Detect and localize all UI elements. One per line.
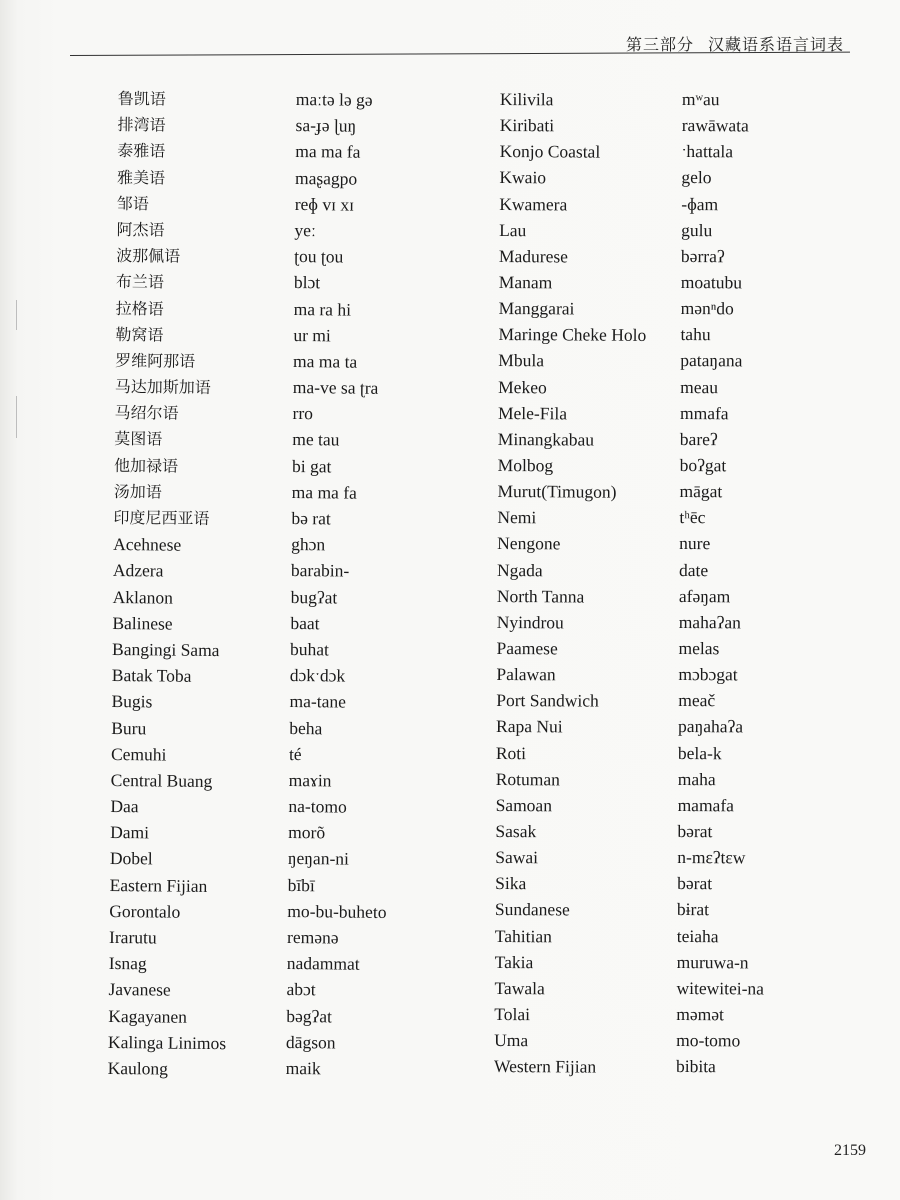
language-name: Buru bbox=[111, 717, 147, 738]
word-form: tʰēc bbox=[679, 507, 706, 528]
word-form: mmafa bbox=[679, 402, 729, 423]
word-form: meač bbox=[678, 690, 716, 711]
word-form: ghɔn bbox=[291, 534, 326, 555]
language-name: Mekeo bbox=[498, 376, 547, 397]
language-name: Manggarai bbox=[498, 298, 575, 319]
word-form: ʈou ʈou bbox=[294, 246, 344, 267]
word-form: -ɸam bbox=[681, 193, 719, 214]
word-form: bə rat bbox=[291, 507, 331, 529]
word-form: sa-ɟə ɭuŋ bbox=[295, 115, 357, 136]
word-form: bareʔ bbox=[679, 428, 718, 450]
word-form: mamafa bbox=[677, 794, 735, 816]
word-form: ma ma fa bbox=[295, 141, 361, 163]
word-form: barabin- bbox=[290, 560, 350, 581]
word-form: me tau bbox=[292, 429, 340, 450]
word-form: boʔgat bbox=[679, 454, 727, 476]
language-name: Takia bbox=[494, 951, 534, 972]
word-form: ma ma fa bbox=[291, 481, 357, 503]
word-form: ma ra hi bbox=[293, 298, 352, 320]
word-form: tahu bbox=[680, 324, 711, 345]
word-form: mənⁿdo bbox=[680, 298, 734, 319]
word-form: rro bbox=[292, 403, 314, 424]
word-form: bībī bbox=[287, 874, 315, 895]
word-form: ma ma ta bbox=[293, 350, 358, 372]
language-name: 马达加斯加语 bbox=[114, 377, 211, 398]
left-language-column bbox=[108, 86, 237, 1082]
language-name: Kwaio bbox=[499, 167, 547, 188]
language-name: 排湾语 bbox=[117, 115, 166, 135]
word-form: ˑhattala bbox=[681, 141, 734, 162]
language-name: Rapa Nui bbox=[496, 716, 563, 737]
language-name: Palawan bbox=[496, 664, 556, 685]
language-name: Javanese bbox=[108, 979, 171, 1000]
language-name: Kaulong bbox=[107, 1057, 169, 1079]
language-name: Aklanon bbox=[112, 586, 174, 608]
language-name: Western Fijian bbox=[493, 1056, 597, 1077]
language-name: Nyindrou bbox=[496, 611, 564, 633]
language-name: Eastern Fijian bbox=[109, 874, 208, 896]
word-form: muruwa-n bbox=[676, 951, 749, 973]
language-name: Bangingi Sama bbox=[112, 638, 220, 661]
word-form: ur mi bbox=[293, 324, 331, 346]
word-form: remənə bbox=[286, 926, 339, 948]
language-name: Daa bbox=[110, 796, 139, 817]
language-name: Dami bbox=[110, 822, 150, 843]
language-name: Samoan bbox=[495, 794, 553, 816]
word-form: ma-ve sa ʈra bbox=[292, 377, 379, 398]
language-name: Batak Toba bbox=[111, 665, 192, 686]
language-name: Rotuman bbox=[495, 768, 561, 790]
language-name: Nemi bbox=[497, 507, 537, 528]
language-name: Kagayanen bbox=[108, 1005, 188, 1027]
language-name: Central Buang bbox=[110, 769, 213, 791]
language-name: 印度尼西亚语 bbox=[113, 507, 210, 528]
margin-mark bbox=[16, 396, 17, 438]
page-number: 2159 bbox=[834, 1142, 866, 1159]
word-form: nure bbox=[679, 533, 711, 554]
language-name: 拉格语 bbox=[115, 298, 164, 318]
word-form: witewitei-na bbox=[676, 977, 765, 999]
language-name: 马绍尔语 bbox=[114, 403, 179, 423]
language-name: 波那佩语 bbox=[116, 246, 181, 266]
word-form: teiaha bbox=[676, 925, 719, 946]
language-name: Kilivila bbox=[499, 88, 554, 110]
right-form-column bbox=[676, 86, 770, 1080]
word-form: maik bbox=[285, 1057, 321, 1079]
language-name: Dobel bbox=[109, 848, 153, 869]
language-name: Adzera bbox=[112, 560, 164, 581]
word-form: gulu bbox=[681, 219, 713, 240]
word-form: dɔkˑdɔk bbox=[289, 665, 346, 686]
word-form: bəgʔat bbox=[286, 1005, 333, 1026]
language-name: Nengone bbox=[497, 533, 561, 554]
language-name: 邹语 bbox=[116, 193, 149, 214]
language-name: Mele-Fila bbox=[497, 402, 568, 424]
language-name: Ngada bbox=[496, 559, 543, 580]
language-name: Tolai bbox=[494, 1003, 531, 1025]
language-name: Roti bbox=[495, 742, 527, 763]
running-head-section: 第三部分 bbox=[625, 35, 694, 54]
word-form: rawāwata bbox=[681, 115, 749, 136]
word-form: reɸ vɪ xɪ bbox=[294, 193, 355, 215]
word-form: afəŋam bbox=[678, 585, 731, 606]
word-form: ma-tane bbox=[289, 691, 347, 712]
word-form: maha bbox=[677, 768, 716, 789]
word-form: mɔbɔgat bbox=[678, 664, 738, 685]
word-form: pataŋana bbox=[680, 350, 743, 371]
language-name: Cemuhi bbox=[110, 743, 167, 765]
language-name: Kalinga Linimos bbox=[107, 1031, 227, 1053]
word-form: məmət bbox=[676, 1003, 725, 1025]
language-name: 鲁凯语 bbox=[117, 88, 166, 109]
word-form: bibita bbox=[675, 1056, 716, 1077]
language-name: Sika bbox=[495, 873, 527, 894]
language-name: Uma bbox=[494, 1030, 529, 1051]
language-name: 泰雅语 bbox=[117, 141, 166, 161]
word-form: morõ bbox=[288, 822, 326, 843]
word-form: gelo bbox=[681, 167, 712, 188]
word-form: bɨrat bbox=[676, 899, 710, 920]
language-name: Irarutu bbox=[108, 926, 157, 948]
word-form: melas bbox=[678, 637, 720, 659]
word-form: na-tomo bbox=[288, 796, 347, 817]
word-form: ŋeŋan-ni bbox=[287, 848, 350, 870]
word-form: bərraʔ bbox=[680, 245, 725, 267]
right-language-column bbox=[494, 86, 648, 1080]
language-name: Murut(Timugon) bbox=[497, 481, 617, 502]
language-name: 罗维阿那语 bbox=[115, 350, 196, 371]
language-name: Konjo Coastal bbox=[499, 141, 601, 162]
language-name: Gorontalo bbox=[109, 900, 181, 922]
word-form: buhat bbox=[290, 638, 330, 660]
language-name: Kiribati bbox=[499, 115, 555, 136]
word-form: bərat bbox=[677, 873, 713, 894]
word-form: paŋahaʔa bbox=[678, 716, 744, 737]
running-head-title: 汉藏语系语言词表 bbox=[707, 35, 844, 54]
word-form: mo-bu-buheto bbox=[287, 900, 387, 922]
language-name: Minangkabau bbox=[497, 428, 595, 450]
language-name: Paamese bbox=[496, 637, 558, 659]
language-name: Lau bbox=[499, 219, 527, 240]
word-form: bela-k bbox=[677, 742, 722, 763]
word-form: blɔt bbox=[293, 272, 321, 293]
word-form: maʂagpo bbox=[294, 167, 358, 189]
language-name: 汤加语 bbox=[113, 481, 162, 502]
word-form: té bbox=[288, 743, 302, 764]
language-name: Kwamera bbox=[499, 193, 568, 214]
word-form: n-mɛʔtɛw bbox=[677, 847, 746, 868]
word-form: bərat bbox=[677, 820, 713, 842]
word-form: maːtə lə gə bbox=[295, 88, 373, 110]
word-form: baat bbox=[290, 612, 320, 634]
language-name: Acehnese bbox=[113, 534, 182, 555]
language-name: Isnag bbox=[108, 953, 147, 974]
word-form: meau bbox=[680, 376, 719, 397]
language-name: Bugis bbox=[111, 691, 153, 712]
language-name: Mbula bbox=[498, 350, 545, 371]
word-form: moatubu bbox=[680, 271, 743, 293]
word-form: mo-tomo bbox=[676, 1030, 741, 1051]
language-name: Balinese bbox=[112, 612, 173, 634]
language-name: 雅美语 bbox=[116, 167, 166, 188]
word-form: mʷau bbox=[681, 88, 720, 110]
language-name: 阿杰语 bbox=[116, 219, 165, 240]
left-form-column bbox=[286, 86, 396, 1082]
language-name: Tawala bbox=[494, 977, 545, 999]
language-name: Tahitian bbox=[494, 925, 552, 946]
language-name: Madurese bbox=[498, 245, 569, 267]
word-form: dāgson bbox=[285, 1031, 336, 1053]
language-name: Sawai bbox=[495, 847, 539, 868]
word-form: bugʔat bbox=[290, 586, 338, 608]
language-name: Manam bbox=[498, 271, 553, 293]
word-form: mahaʔan bbox=[678, 611, 741, 633]
language-name: Maringe Cheke Holo bbox=[498, 324, 647, 346]
language-name: 他加禄语 bbox=[113, 455, 179, 476]
language-name: 布兰语 bbox=[115, 272, 165, 292]
language-name: Sundanese bbox=[494, 899, 570, 920]
word-form: bi gat bbox=[291, 455, 332, 477]
word-form: abɔt bbox=[286, 979, 316, 1000]
language-name: Sasak bbox=[495, 820, 537, 842]
language-name: Molbog bbox=[497, 454, 554, 476]
language-name: North Tanna bbox=[496, 585, 585, 607]
word-form: date bbox=[678, 559, 709, 580]
word-form: yeː bbox=[294, 219, 316, 241]
word-form: nadammat bbox=[286, 953, 360, 974]
word-form: beha bbox=[289, 717, 323, 738]
word-form: māgat bbox=[679, 481, 723, 502]
language-name: 莫图语 bbox=[114, 429, 163, 449]
language-name: 勒窝语 bbox=[115, 324, 164, 345]
language-name: Port Sandwich bbox=[496, 690, 599, 711]
word-form: maɤin bbox=[288, 769, 332, 791]
margin-mark bbox=[16, 300, 17, 330]
